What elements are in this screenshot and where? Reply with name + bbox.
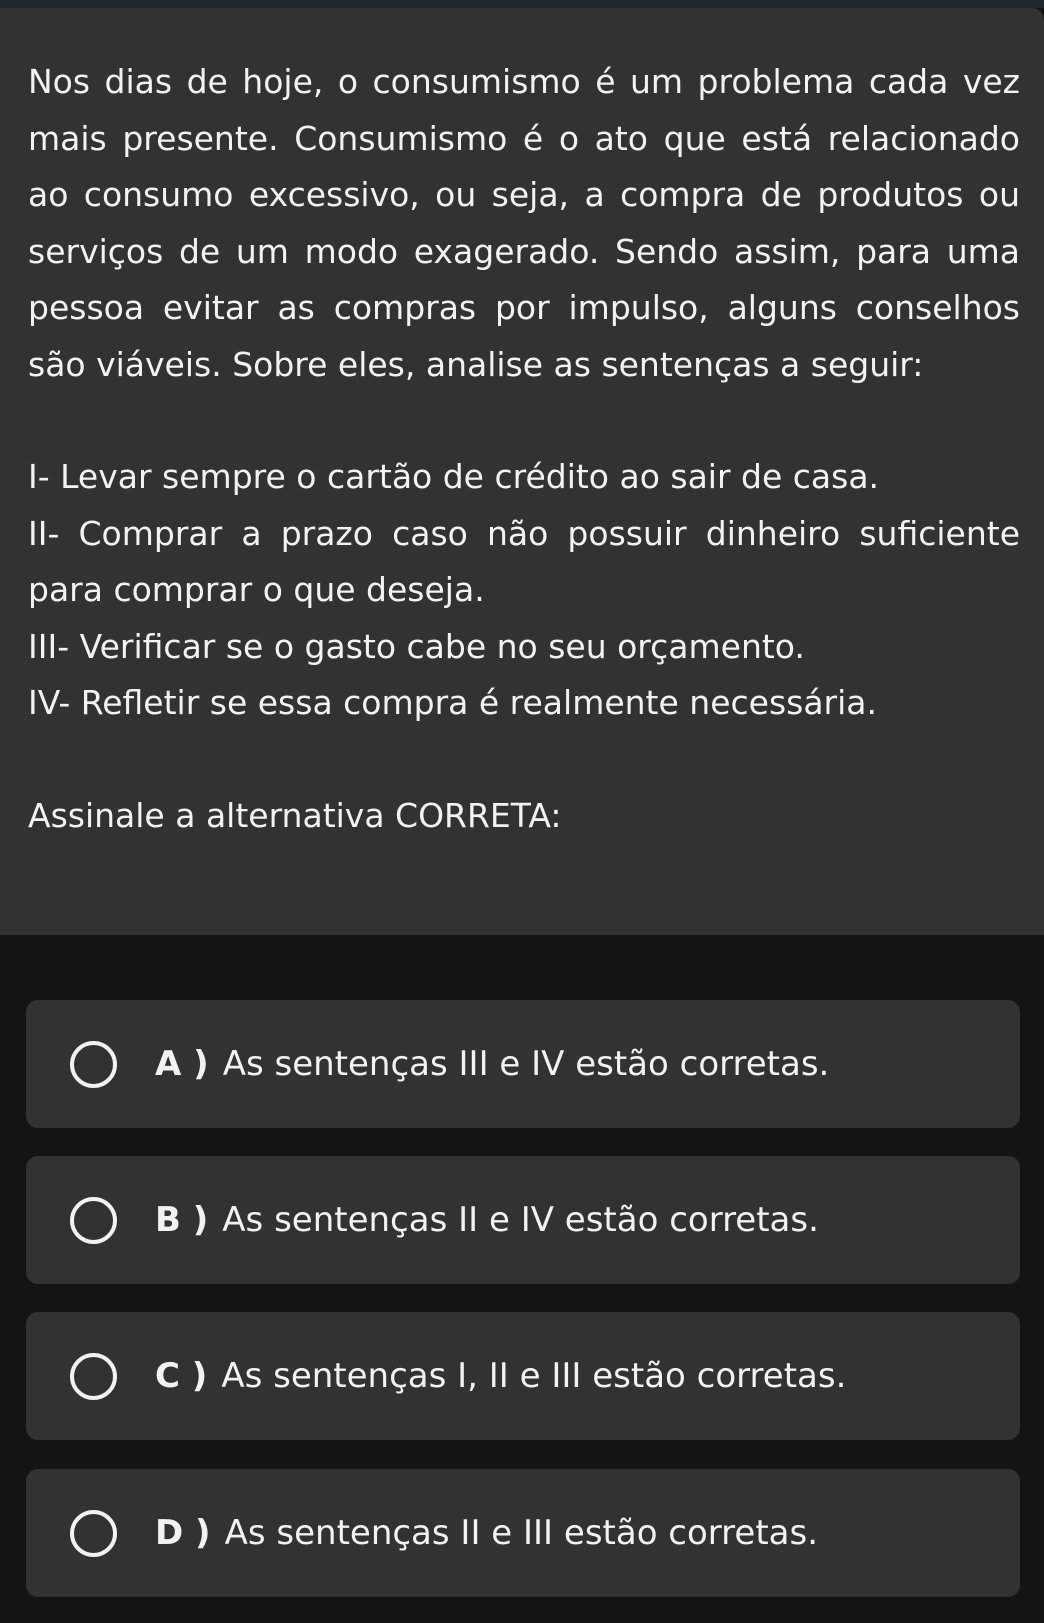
question-instruction: Assinale a alternativa CORRETA:	[28, 795, 562, 835]
option-text: As sentenças II e IV estão corretas.	[222, 1200, 819, 1240]
option-text: As sentenças II e III estão corretas.	[224, 1513, 819, 1553]
sentence-iii: III- Verificar se o gasto cabe no seu orçamento.	[28, 626, 805, 666]
option-text: As sentenças III e IV estão corretas.	[222, 1044, 830, 1084]
option-letter: B )	[155, 1200, 209, 1240]
radio-circle-icon[interactable]	[70, 1510, 117, 1557]
option-d[interactable]	[26, 1469, 1020, 1597]
sentence-iv: IV- Refletir se essa compra é realmente necessária.	[28, 683, 878, 722]
sentence-list	[28, 449, 1020, 732]
option-b[interactable]	[26, 1156, 1020, 1284]
option-a[interactable]	[26, 1000, 1020, 1128]
option-letter: C )	[155, 1356, 208, 1396]
question-stem: Nos dias de hoje, o consumismo é um problema cada vez mais presente. Consumismo é o ato que está relacionado ao consumo excessivo, ou seja, a compra de produtos ou serviços de um modo exagerado. Sendo assim, para uma pessoa evitar as compras por impulso, alguns conselhos são viáveis. Sobre eles, analise as sentenças a seguir:	[28, 62, 1020, 384]
top-strip	[0, 0, 1044, 8]
option-c[interactable]	[26, 1312, 1020, 1440]
radio-circle-icon[interactable]	[70, 1197, 117, 1244]
sentence-i: I- Levar sempre o cartão de crédito ao sair de casa.	[28, 457, 880, 496]
option-text: As sentenças I, II e III estão corretas.	[221, 1356, 847, 1396]
option-letter: A )	[155, 1044, 209, 1084]
question-card	[0, 8, 1044, 935]
radio-circle-icon[interactable]	[70, 1041, 117, 1088]
option-letter: D )	[155, 1513, 211, 1553]
sentence-ii: II- Comprar a prazo caso não possuir dinheiro suficiente para comprar o que deseja.	[28, 513, 1020, 609]
radio-circle-icon[interactable]	[70, 1353, 117, 1400]
